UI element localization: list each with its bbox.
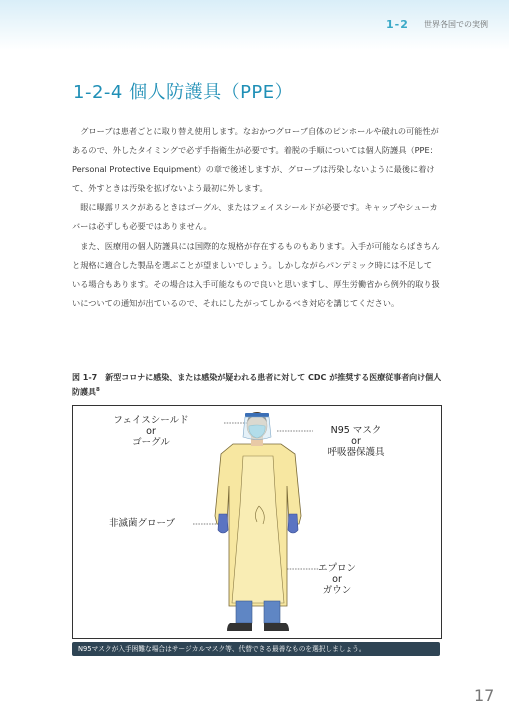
leg-right [264,601,280,623]
paragraph: 眼に曝露リスクがあるときはゴーグル、またはフェイスシールドが必要です。キャップやシューカバーは必ずしも必要ではありません。 [72,202,438,232]
chapter-title: 世界各国での実例 [424,20,488,29]
shoe-right [264,623,289,631]
body-text [72,122,440,313]
face-shield [243,417,271,440]
glove-left [218,514,228,533]
leg-left [236,601,252,623]
ppe-figure [72,405,442,639]
label-apron: エプロン or ガウン [317,563,356,596]
shoe-left [227,623,252,631]
chapter-number: 1-2 [386,18,409,31]
label-face-shield: フェイスシールド or ゴーグル [113,415,189,448]
glove-right [288,514,298,533]
paragraph: グローブは患者ごとに取り替え使用します。なおかつグローブ自体のピンホールや破れの可能性があるので、外したタイミングで必ず手指衛生が必要です。着脱の手順については個人防護具（PPE：Personal Protective Equipment）の章で後述しますが、グローブは汚染しないように最後に着けて、外すときは汚染を拡げないよう最初に外します。 [72,126,439,194]
label-n95-mask: N95 マスク or 呼吸器保護具 [327,425,385,458]
figure-caption-text: 図 1-7 新型コロナに感染、または感染が疑われる患者に対して CDC が推奨する医療従事者向け個人防護具 [72,373,442,397]
page-number: 17 [474,686,495,705]
figure-caption-ref: 8 [96,387,100,393]
paragraph: また、医療用の個人防護具には国際的な規格が存在するものもあります。入手が可能ならばきちんと規格に適合した製品を選ぶことが望ましいでしょう。しかしながらパンデミック時には不足している場合もあります。その場合は入手可能なもので良いと思いますし、厚生労働省から例外的取り扱いについての通知が出ているので、それにしたがってしかるべき対応を講じてください。 [72,240,440,308]
section-title: 1-2-4 個人防護具（PPE） [73,82,294,103]
figure-note: N95マスクが入手困難な場合はサージカルマスク等、代替できる最善なものを選択しましょう。 [72,642,440,656]
face-shield-band [245,413,269,417]
figure-caption [72,372,442,399]
label-gloves: 非滅菌グローブ [109,518,176,529]
